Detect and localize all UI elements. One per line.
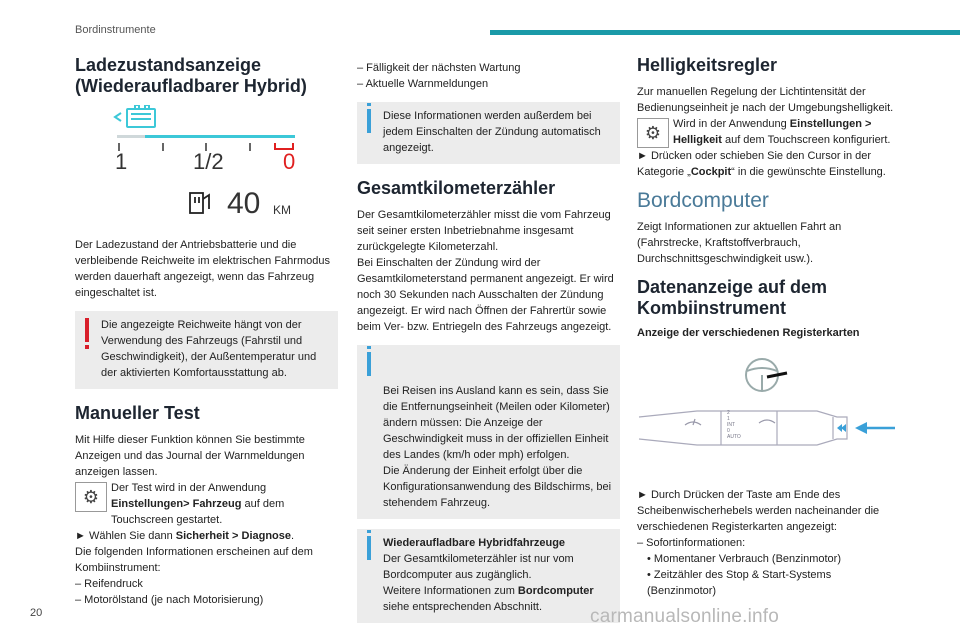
warning-note	[75, 311, 338, 389]
gauge-label-half: 1/2	[193, 149, 224, 174]
trip-computer-paragraph: Zeigt Informationen zur aktuellen Fahrt an (Fahrstrecke, Kraftstoffverbrauch, Durchschnittsgeschwindigkeit usw.).	[637, 221, 842, 265]
charge-gauge	[75, 105, 338, 225]
range-value: 40	[227, 187, 261, 220]
info-icon	[367, 352, 371, 376]
info-text: Diese Informationen werden außerdem bei jedem Einschalten der Zündung automatisch angezeigt.	[383, 110, 601, 154]
gear-text-pre: Der Test wird in der Anwendung	[111, 482, 267, 494]
list-item: – Fälligkeit der nächsten Wartung	[357, 62, 521, 74]
gear-icon: ⚙	[637, 118, 669, 148]
gauge-label-0: 0	[283, 149, 296, 174]
list-head: – Sofortinformationen:	[637, 537, 746, 549]
gauge-label-1: 1	[115, 149, 128, 174]
trip-computer-title: Bordcomputer	[637, 189, 769, 212]
info-text: Bei Reisen ins Ausland kann es sein, dass Sie die Entfernungseinheit (Meilen oder Kilometer) ändern müssen: Die Anzeige der Geschwindigkeit muss in der offiziellen Einheit des Landes (km/h oder mph) erfolgen. Die Änderung der Einheit erfolgt über die Konfigurationsanwendung des Bildschirms, bei stehendem Fahrzeug.	[383, 385, 612, 509]
stalk-outline	[639, 411, 847, 445]
info-note-hybrid	[357, 529, 620, 623]
manual-test-paragraph: Mit Hilfe dieser Funktion können Sie bestimmte Anzeigen und das Journal der Warnmeldungen anzeigen lassen.	[75, 434, 305, 478]
warning-icon	[85, 318, 89, 342]
stalk-label: AUTO	[727, 434, 741, 440]
column-right	[637, 55, 900, 599]
battery-icon	[115, 105, 155, 127]
warning-text: Die angezeigte Reichweite hängt von der Verwendung des Fahrzeugs (Fahrstil und Geschwindigkeit), der Außentemperatur und der aktivierten Komfortausstattung ab.	[101, 319, 317, 379]
range-unit: KM	[273, 203, 291, 217]
info-post: siehe entsprechenden Abschnitt.	[383, 601, 543, 613]
info-pre: Weitere Informationen zum	[383, 585, 518, 597]
step-bold: Cockpit	[690, 166, 732, 178]
info-icon	[367, 536, 371, 560]
gear-text-bold: Einstellungen> Fahrzeug	[111, 498, 242, 510]
list-item: – Motorölstand (je nach Motorisierung)	[75, 594, 264, 606]
step-bold: Sicherheit > Diagnose	[175, 530, 292, 542]
list-intro: Die folgenden Informationen erscheinen auf dem Kombiinstrument:	[75, 546, 313, 574]
watermark: carmanualsonline.info	[590, 606, 780, 627]
stalk-label: 1	[727, 416, 730, 422]
step-pre: ► Wählen Sie dann	[75, 530, 176, 542]
stalk-label: INT	[727, 422, 736, 428]
odometer-paragraph: Der Gesamtkilometerzähler misst die vom Fahrzeug seit seiner ersten Inbetriebnahme insgesamt zurückgelegte Kilometerzahl. Bei Einschalten der Zündung wird der Gesamtkilometerstand permanent angezeigt. Er wird noch 30 Sekunden nach Ausschalten der Zündung angezeigt. Er wird nach Öffnen der Fahrertür sowie beim Ver- bzw. Entriegeln des Fahrzeugs angezeigt.	[357, 209, 614, 333]
stalk-label: 2	[727, 410, 730, 416]
data-display-title: Datenanzeige auf dem Kombiinstrument	[637, 277, 828, 318]
info-title: Wiederaufladbare Hybridfahrzeuge	[383, 537, 566, 549]
manual-test-title: Manueller Test	[75, 403, 200, 423]
info-note	[357, 102, 620, 164]
gear-text-bold: Einstellungen > Helligkeit	[673, 118, 872, 146]
page-number: 20	[30, 607, 43, 619]
gear-icon: ⚙	[75, 482, 107, 512]
charge-paragraph: Der Ladezustand der Antriebsbatterie und die verbleibende Reichweite im elektrischen Fahrmodus werden dauerhaft angezeigt, wenn das Fahrzeug eingeschaltet ist.	[75, 239, 330, 299]
list-item: – Aktuelle Warnmeldungen	[357, 78, 489, 90]
section-header: Bordinstrumente	[75, 24, 156, 36]
arrow-icon	[855, 422, 895, 434]
stalk-labels	[727, 410, 741, 440]
tab-arrows-icon	[837, 424, 846, 432]
brightness-paragraph: Zur manuellen Regelung der Lichtintensität der Bedienungseinheit je nach der Umgebungshelligkeit.	[637, 86, 894, 114]
data-display-subtitle: Anzeige der verschiedenen Registerkarten	[637, 327, 860, 339]
step-post: .	[291, 530, 295, 542]
info-icon	[367, 109, 371, 133]
column-middle	[357, 60, 620, 633]
gear-instruction	[637, 116, 900, 148]
brightness-title: Helligkeitsregler	[637, 55, 778, 75]
gear-instruction	[75, 480, 338, 528]
gear-text-pre: Wird in der Anwendung	[673, 118, 790, 130]
odometer-title: Gesamtkilometerzähler	[357, 178, 556, 198]
step-pre: ► Drücken oder schieben Sie den Cursor in der Kategorie „	[637, 150, 872, 178]
wiper-stalk-diagram	[637, 347, 900, 477]
tab-step: ► Durch Drücken der Taste am Ende des Scheibenwischerhebels werden nacheinander die verschiedenen Registerkarten angezeigt:	[637, 489, 880, 533]
select-step	[75, 528, 338, 544]
charge-title: Ladezustandsanzeige (Wiederaufladbarer Hybrid)	[75, 55, 307, 96]
list-item: • Momentaner Verbrauch (Benzinmotor)	[647, 553, 841, 565]
gear-text-post: auf dem Touchscreen konfiguriert.	[721, 134, 891, 146]
list-item: • Zeitzähler des Stop & Start-Systems (Benzinmotor)	[647, 569, 832, 597]
info-bold: Bordcomputer	[517, 585, 594, 597]
step-post: “ in die gewünschte Einstellung.	[731, 166, 886, 178]
cursor-step	[637, 148, 900, 180]
header-bar	[490, 30, 960, 35]
column-left	[75, 55, 338, 608]
list-item: – Reifendruck	[75, 578, 143, 590]
info-note-units	[357, 345, 620, 519]
gear-text-post: auf dem Touchscreen gestartet.	[111, 498, 285, 526]
info-line: Der Gesamtkilometerzähler ist nur vom Bordcomputer aus zugänglich.	[383, 553, 574, 581]
stalk-label: 0	[727, 428, 730, 434]
plug-icon	[190, 193, 209, 213]
wiper-stalk-graphic	[637, 347, 900, 477]
